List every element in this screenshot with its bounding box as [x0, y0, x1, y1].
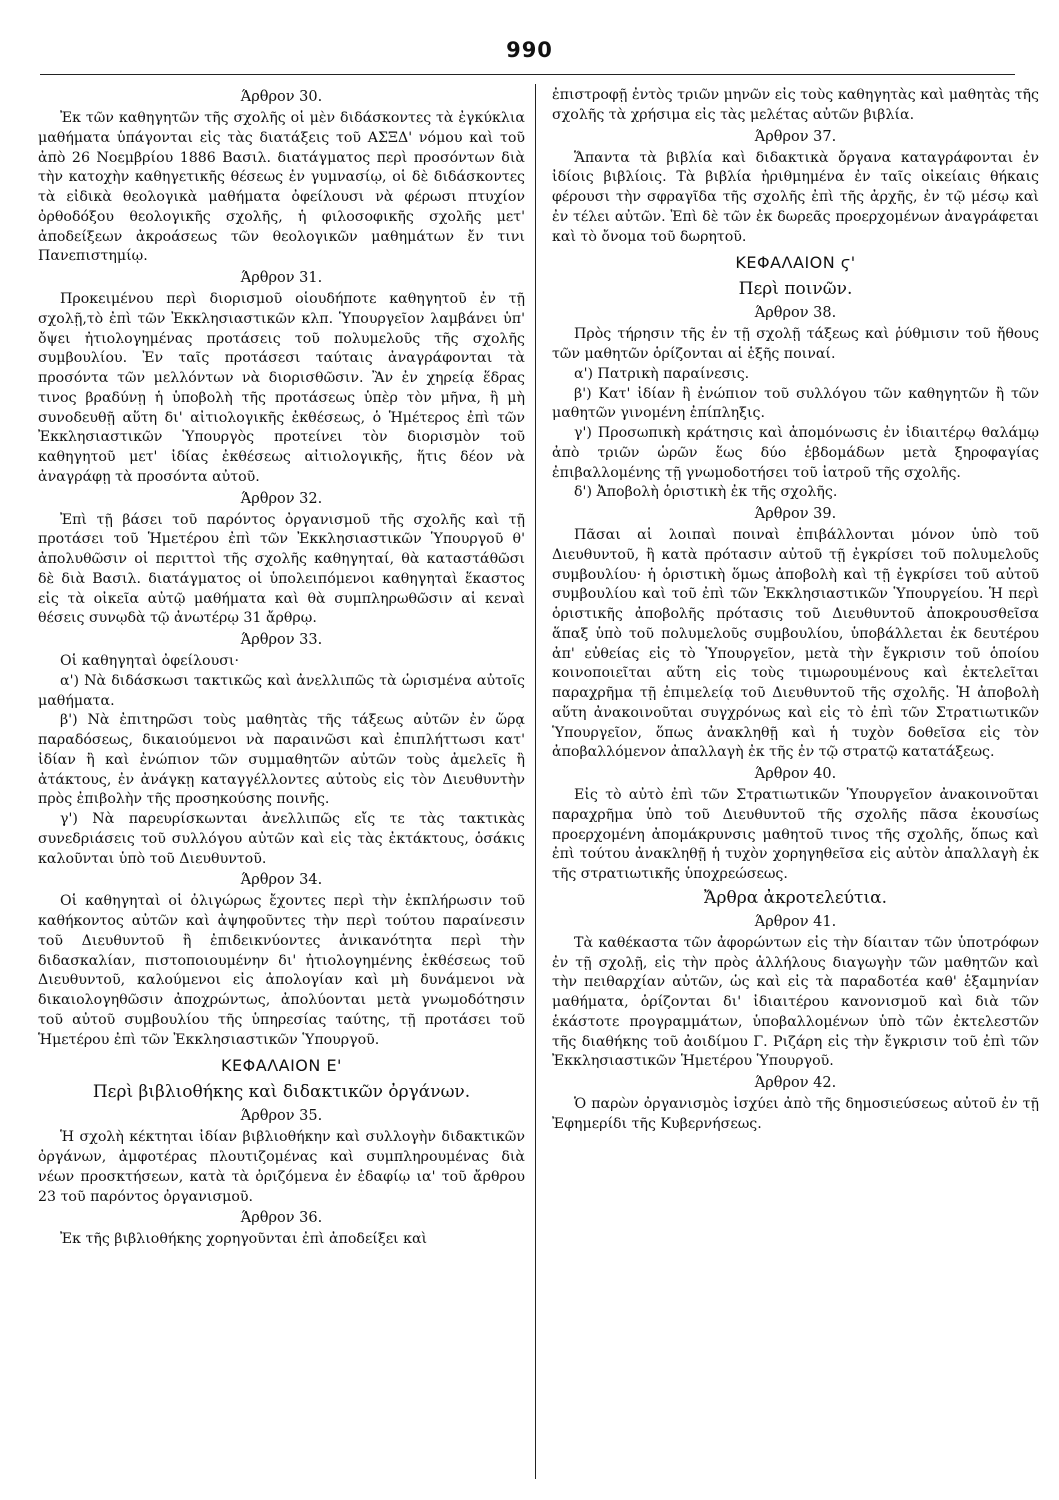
list-item: α') Πατρικὴ παραίνεσις.	[574, 365, 750, 382]
article-heading: Άρθρον 36.	[240, 1210, 323, 1227]
section-subtitle: Ἄρθρα ἀκροτελεύτια.	[704, 887, 887, 908]
paragraph: Εἰς τὸ αὐτὸ ἐπὶ τῶν Στρατιωτικῶν Ὑπουργεῖον ἀνακοινοῦται παραχρῆμα ὑπὸ τοῦ Διευθυντοῦ τῆς σχολῆς πᾶσα ἑκουσίως προερχομένη ἀπομάκρυνσις μαθητοῦ τινος τῆς σχολῆς, ὅπως καὶ ἐπὶ τούτου ἀνακληθῇ ἡ τυχὸν χορηγηθεῖσα εἰς αὐτὸν ἀπαλλαγὴ ἐκ τῆς στρατιωτικῆς ὑποχρεώσεως.	[552, 787, 1039, 882]
list-item: β') Κατ' ἰδίαν ἢ ἐνώπιον τοῦ συλλόγου τῶν καθηγητῶν ἢ τῶν μαθητῶν γινομένη ἐπίπληξις.	[552, 385, 1039, 422]
article-heading: Άρθρον 35.	[240, 1108, 323, 1125]
paragraph: Ὁ παρὼν ὀργανισμὸς ἰσχύει ἀπὸ τῆς δημοσιεύσεως αὐτοῦ ἐν τῇ Ἐφημερίδι τῆς Κυβερνήσεως.	[552, 1096, 1039, 1132]
paragraph: Πᾶσαι αἱ λοιπαὶ ποιναὶ ἐπιβάλλονται μόνον ὑπὸ τοῦ Διευθυντοῦ, ἢ κατὰ πρότασιν αὐτοῦ τῇ ἐγκρίσει τοῦ πολυμελοῦς συμβουλίου· ἡ ὁριστικὴ ὅμως ἀποβολὴ καὶ τῇ ἐγκρίσει τοῦ αὐτοῦ συμβουλίου καὶ τοῦ ἐπὶ τῶν Ἐκκλησιαστικῶν Ὑπουργείου. Ἡ περὶ ὁριστικῆς ἀποβολῆς πρότασις τοῦ Διευθυντοῦ ἀποκρουσθεῖσα ἅπαξ ὑπὸ τοῦ πολυμελοῦς συμβουλίου, ὑποβάλλεται ἐκ δευτέρου ἀπ' εὐθείας εἰς τὸ Ὑπουργεῖον, μετὰ τὴν ἔγκρισιν τοῦ ὁποίου κοινοποιεῖται αὕτη εἰς τοὺς τιμωρουμένους καὶ ἐκτελεῖται παραχρῆμα τῇ ἐπιμελείᾳ τοῦ Διευθυντοῦ τῆς σχολῆς. Ἡ ἀποβολὴ αὕτη ἀνακοινοῦται συγχρόνως καὶ εἰς τὸ ἐπὶ τῶν Στρατιωτικῶν Ὑπουργεῖον, ὅπως ἀνακληθῇ καὶ ἡ τυχὸν δοθεῖσα εἰς τὸν ἀποβαλλόμενον ἀπαλλαγὴ ἐκ τῆς ἐν τῷ στρατῷ κατατάξεως.	[552, 527, 1039, 761]
list-item: γ') Νὰ παρευρίσκωνται ἀνελλιπῶς εἴς τε τὰς τακτικὰς συνεδριάσεις τοῦ συλλόγου αὐτῶν καὶ εἰς τὰς ἐκτάκτους, ὁσάκις καλοῦνται ὑπὸ τοῦ Διευθυντοῦ.	[38, 811, 525, 867]
article-heading: Άρθρον 31.	[240, 270, 323, 286]
paragraph: Ἅπαντα τὰ βιβλία καὶ διδακτικὰ ὄργανα καταγράφονται ἐν ἰδίοις βιβλίοις. Τὰ βιβλία ἠριθμημένα ἐν ταῖς οἰκείαις θήκαις φέρουσι τὴν σφραγῖδα τῆς σχολῆς ἐπὶ τῆς ἀρχῆς, ἐν τῷ μέσῳ καὶ ἐν τέλει αὐτῶν. Ἐπὶ δὲ τῶν ἐκ δωρεᾶς προερχομένων ἀναγράφεται καὶ τὸ ὄνομα τοῦ δωρητοῦ.	[552, 149, 1039, 245]
chapter-title: ΚΕΦΑΛΑΙΟΝ Ε'	[221, 1056, 342, 1076]
page-number: 990	[506, 38, 553, 62]
left-column	[38, 86, 525, 1250]
paragraph: Ἡ σχολὴ κέκτηται ἰδίαν βιβλιοθήκην καὶ συλλογὴν διδακτικῶν ὀργάνων, ἀμφοτέρας πλουτιζομένας καὶ συμπληρουμένας διὰ νέων προσκτήσεων, κατὰ τὰ ὁριζόμενα ἐν ἐδαφίῳ ια' τοῦ ἄρθρου 23 τοῦ παρόντος ὀργανισμοῦ.	[38, 1129, 525, 1205]
paragraph-continued: ἐπιστροφῇ ἐντὸς τριῶν μηνῶν εἰς τοὺς καθηγητὰς καὶ μαθητὰς τῆς σχολῆς τὰ χρήσιμα εἰς τὰς μελέτας αὐτῶν βιβλία.	[552, 87, 1039, 123]
paragraph: Πρὸς τήρησιν τῆς ἐν τῇ σχολῇ τάξεως καὶ ῥύθμισιν τοῦ ἤθους τῶν μαθητῶν ὁρίζονται αἱ ἑξῆς ποιναί.	[552, 326, 1039, 362]
article-heading: Άρθρον 37.	[754, 128, 837, 145]
chapter-title: ΚΕΦΑΛΑΙΟΝ ϛ'	[735, 253, 856, 273]
article-heading: Άρθρον 42.	[754, 1075, 837, 1091]
article-heading: Άρθρον 41.	[754, 913, 837, 930]
article-heading: Άρθρον 38.	[754, 305, 837, 322]
list-item: γ') Προσωπικὴ κράτησις καὶ ἀπομόνωσις ἐν ἰδιαιτέρῳ θαλάμῳ ἀπὸ τριῶν ὡρῶν ἕως δύο ἑβδομάδων μετὰ ξηροφαγίας ἐπιβαλλομένης τῇ γνωμοδοτήσει τοῦ ἰατροῦ τῆς σχολῆς.	[552, 425, 1039, 481]
paragraph: Ἐκ τῶν καθηγητῶν τῆς σχολῆς οἱ μὲν διδάσκοντες τὰ ἐγκύκλια μαθήματα ὑπάγονται εἰς τὰς διατάξεις τοῦ ΑΣΞΔ' νόμου καὶ τοῦ ἀπὸ 26 Νοεμβρίου 1886 Βασιλ. διατάγματος περὶ προσόντων διὰ τὴν κατοχὴν καθηγετικῆς θέσεως ἐν γυμνασίῳ, οἱ δὲ διδάσκοντες τὰ εἰδικὰ θεολογικὰ μαθήματα ὀφείλουσι νὰ φέρωσι πτυχίον ὀρθοδόξου θεολογικῆς σχολῆς, ἡ φιλοσοφικῆς σχολῆς μετ' ἀποδείξεων ἀκροάσεως τῶν θεολογικῶν μαθημάτων ἔν τινι Πανεπιστημίῳ.	[38, 110, 525, 265]
paragraph: Τὰ καθέκαστα τῶν ἀφορώντων εἰς τὴν δίαιταν τῶν ὑποτρόφων ἐν τῇ σχολῇ, εἰς τὴν πρὸς ἀλλήλους διαγωγὴν τῶν μαθητῶν καὶ τὴν πειθαρχίαν αὐτῶν, ὡς καὶ εἰς τὰ παραδοτέα καθ' ἑξαμηνίαν μαθήματα, ὁρίζονται δι' ἰδιαιτέρου κανονισμοῦ καὶ διὰ τῶν ἑκάστοτε προγραμμάτων, ὑποβαλλομένων ὑπὸ τῶν ἐκτελεστῶν τῆς διαθήκης τοῦ ἀοιδίμου Γ. Ριζάρη εἰς τὴν ἔγκρισιν τοῦ ἐπὶ τῶν Ἐκκλησιαστικῶν Ἡμετέρου Ὑπουργοῦ.	[552, 934, 1039, 1070]
column-divider	[535, 84, 536, 1479]
paragraph: Οἱ καθηγηταὶ ὀφείλουσι·	[60, 653, 239, 669]
paragraph: Προκειμένου περὶ διορισμοῦ οἱουδήποτε καθηγητοῦ ἐν τῇ σχολῇ,τὸ ἐπὶ τῶν Ἐκκλησιαστικῶν κλπ. Ὑπουργεῖον λαμβάνει ὑπ' ὄψει ἠτιολογημένας προτάσεις τοῦ πολυμελοῦς τῆς σχολῆς συμβουλίου. Ἐν ταῖς προτάσεσι ταύταις ἀναγράφονται τὰ προσόντα τῶν μελλόντων νὰ διορισθῶσιν. Ἂν ἐν χηρείᾳ ἕδρας τινος βραδύνῃ ἡ ὑποβολὴ τῆς προτάσεως ὑπὲρ τὸν μῆνα, ἢ μὴ συνοδευθῇ αὕτη δι' αἰτιολογικῆς ἐκθέσεως, ὁ Ἡμέτερος ἐπὶ τῶν Ἐκκλησιαστικῶν Ὑπουργὸς προτείνει τὸν διορισμὸν τοῦ καθηγητοῦ μετ' ἰδίας ἐκθέσεως αἰτιολογικῆς, ἥτις δέον νὰ ἀναγράφῃ τὰ προσόντα αὐτοῦ.	[38, 291, 525, 485]
article-heading: Άρθρον 30.	[240, 89, 323, 105]
list-item: δ') Ἀποβολὴ ὁριστικὴ ἐκ τῆς σχολῆς.	[574, 484, 838, 501]
article-heading: Άρθρον 34.	[240, 872, 323, 889]
right-column	[552, 86, 1039, 1135]
article-heading: Άρθρον 40.	[754, 766, 837, 782]
article-heading: Άρθρον 39.	[754, 506, 837, 522]
section-subtitle: Περὶ ποινῶν.	[738, 279, 853, 300]
paragraph: Οἱ καθηγηταὶ οἱ ὀλιγώρως ἔχοντες περὶ τὴν ἐκπλήρωσιν τοῦ καθήκοντος αὐτῶν καὶ ἀψηφοῦντες τὴν περὶ τούτου παραίνεσιν τοῦ Διευθυντοῦ ἢ ἐπιδεικνύοντες ἀνικανότητα περὶ τὴν διδασκαλίαν, πιστοποιουμένην δι' ἠτιολογημένης ἐκθέσεως τοῦ Διευθυντοῦ, καλούμενοι εἰς ἀπολογίαν καὶ μὴ δυνάμενοι νὰ δικαιολογηθῶσιν ἀποχρώντως, ἀπολύονται μετὰ γνωμοδότησιν τοῦ αὐτοῦ συμβουλίου τῆς ὑπηρεσίας ταύτης, τῇ προτάσει τοῦ Ἡμετέρου ἐπὶ τῶν Ἐκκλησιαστικῶν Ὑπουργοῦ.	[38, 893, 525, 1048]
article-heading: Άρθρον 32.	[240, 490, 323, 507]
section-subtitle: Περὶ βιβλιοθήκης καὶ διδακτικῶν ὀργάνων.	[92, 1082, 471, 1103]
list-item: β') Νὰ ἐπιτηρῶσι τοὺς μαθητὰς τῆς τάξεως αὐτῶν ἐν ὥρᾳ παραδόσεως, δικαιούμενοι νὰ παραινῶσι καὶ ἐπιπλήττωσι κατ' ἰδίαν ἢ καὶ ἐνώπιον τῶν συμμαθητῶν αὐτῶν τοὺς ἀμελεῖς ἢ ἀτάκτους, ἐν ἀνάγκῃ καταγγέλλοντες αὐτοὺς εἰς τὸν Διευθυντὴν πρὸς ἐπιβολὴν τῆς προσηκούσης ποινῆς.	[38, 712, 525, 808]
paragraph: Ἐπὶ τῇ βάσει τοῦ παρόντος ὀργανισμοῦ τῆς σχολῆς καὶ τῇ προτάσει τοῦ Ἡμετέρου ἐπὶ τῶν Ἐκκλησιαστικῶν Ὑπουργοῦ θ' ἀπολυθῶσιν οἱ περιττοὶ τῆς σχολῆς καθηγηταί, θὰ καταστάθῶσι δὲ διὰ Βασιλ. διατάγματος οἱ ὑπολειπόμενοι καθηγηταὶ ἕκαστος εἰς τὰ οἰκεῖα αὐτῷ μαθήματα καὶ θὰ συμπληρωθῶσιν αἱ κεναὶ θέσεις συνῳδὰ τῷ ἀνωτέρῳ 31 ἄρθρῳ.	[38, 511, 525, 627]
paragraph: Ἐκ τῆς βιβλιοθήκης χορηγοῦνται ἐπὶ ἀποδείξει καὶ	[60, 1231, 428, 1248]
article-heading: Άρθρον 33.	[240, 632, 323, 648]
list-item: α') Νὰ διδάσκωσι τακτικῶς καὶ ἀνελλιπῶς τὰ ὡρισμένα αὐτοῖς μαθήματα.	[38, 672, 525, 709]
header-rule	[40, 74, 1015, 75]
